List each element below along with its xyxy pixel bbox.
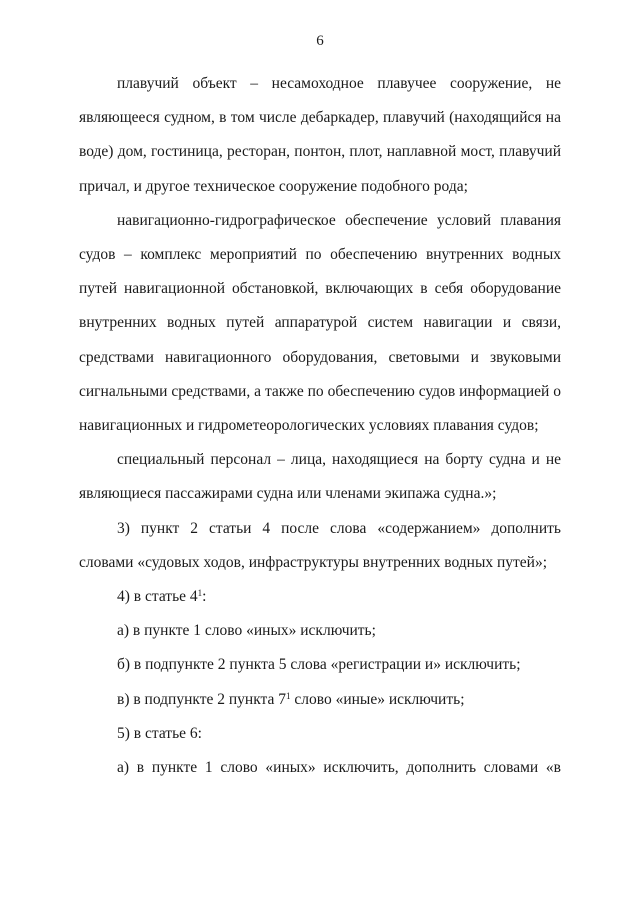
item-4-suffix: : (202, 588, 207, 606)
paragraph-item-4c (79, 683, 561, 717)
page-number: 6 (316, 33, 324, 49)
item-4c-suffix: слово «иные» исключить; (290, 690, 465, 708)
paragraph-item-3: 3) пункт 2 статьи 4 после слова «содержанием» дополнить словами «судовых ходов, инфраструктуры внутренних водных путей»; (79, 519, 561, 571)
paragraph-item-4b: б) в подпункте 2 пункта 5 слова «регистрации и» исключить; (117, 656, 521, 674)
paragraph-navigation-support: навигационно-гидрографическое обеспечение условий плавания судов – комплекс мероприятий по обеспечению внутренних водных путей навигационной обстановкой, включающих в себя оборудование внутренних водных путей аппаратурой систем навигации и связи, средствами навигационного оборудования, световыми и звуковыми сигнальными средствами, а также по обеспечению судов информацией о навигационных и гидрометеорологических условиях плавания судов; (79, 211, 561, 435)
item-4c-text: в) в подпункте 2 пункта 7 (117, 690, 286, 708)
paragraph-item-4a: а) в пункте 1 слово «иных» исключить; (117, 622, 376, 640)
item-4c-superscript: 1 (286, 690, 291, 701)
document-body (79, 67, 561, 785)
paragraph-item-5a: а) в пункте 1 слово «иных» исключить, дополнить словами «в (117, 759, 561, 777)
paragraph-floating-object: плавучий объект – несамоходное плавучее сооружение, не являющееся судном, в том числе дебаркадер, плавучий (находящийся на воде) дом, гостиница, ресторан, понтон, плот, наплавной мост, плавучий причал, и другое техническое сооружение подобного рода; (79, 75, 561, 195)
paragraph-special-personnel: специальный персонал – лица, находящиеся на борту судна и не являющиеся пассажирами судна или членами экипажа судна.»; (79, 451, 561, 503)
item-4-text: 4) в статье 4 (117, 588, 198, 606)
paragraph-item-4 (79, 580, 561, 614)
paragraph-item-5: 5) в статье 6: (117, 724, 202, 742)
item-4-superscript: 1 (197, 588, 203, 599)
